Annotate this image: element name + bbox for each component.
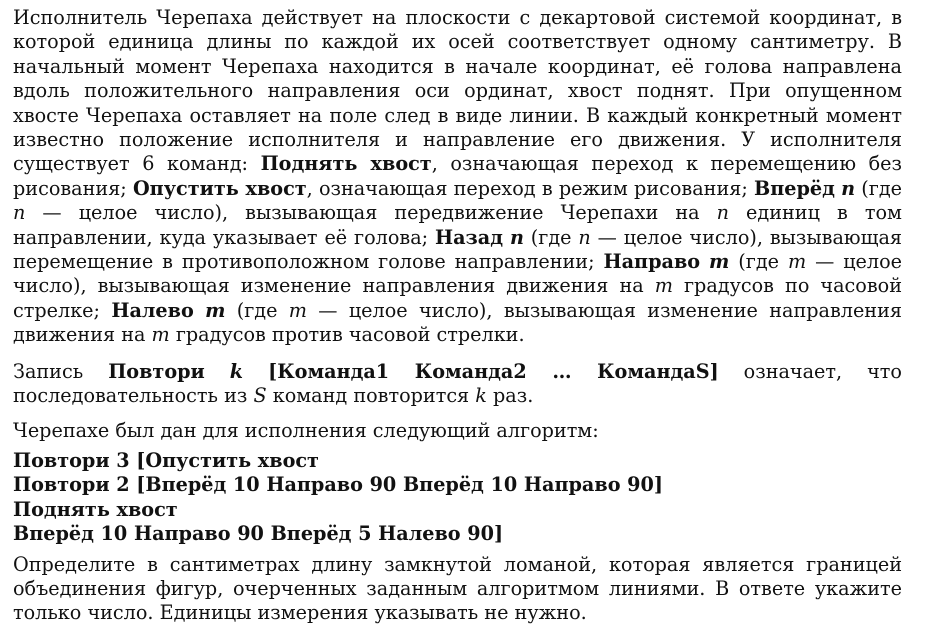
command-repeat: Повтори <box>108 359 205 383</box>
intro-text: , означающая переход в режим рисования; <box>306 176 755 200</box>
variable-n: n <box>841 176 856 200</box>
algorithm-line: Вперёд 10 Направо 90 Вперёд 5 Налево 90] <box>13 522 504 546</box>
command-right: Направо <box>603 250 701 274</box>
variable-m: m <box>151 323 170 347</box>
command-forward: Вперёд <box>754 176 835 200</box>
intro-text: (где <box>729 250 788 274</box>
intro-text: единиц в том направлении, куда указывает её голова; <box>13 201 902 249</box>
algorithm-line: Повтори 2 [Вперёд 10 Направо 90 Вперёд 10 Направо 90] <box>13 473 663 497</box>
intro-text: — целое число), вызывающая передвижение Черепахи на <box>25 201 717 225</box>
repeat-note-paragraph <box>13 360 902 409</box>
intro-text: , означающая переход к перемещению без рисования; <box>13 152 902 200</box>
repeat-note-text: команд повторится <box>266 384 476 408</box>
intro-text: — целое число), вызывающая изменение направления движения на <box>13 298 902 347</box>
intro-text: — целое число), вызывающая перемещение в противоположном голове направлении; <box>13 225 902 274</box>
intro-text: (где <box>523 225 579 249</box>
variable-m: m <box>709 250 730 274</box>
command-list: [Команда1 Команда2 … КомандаS] <box>268 359 719 383</box>
intro-paragraph <box>13 6 902 348</box>
variable-m: m <box>787 250 807 274</box>
intro-text: Исполнитель Черепаха действует на плоскости с декартовой системой координат, в которой единица длины по каждой их осей соответствует одному сантиметру. В начальный момент Черепаха находится в начале координат, её голова направлена вдоль положительного направления оси ординат, хвост поднят. При опущенном хвосте Черепаха оставляет на поле след в виде линии. В каждый конкретный момент известно положение исполнителя и направление его движения. У исполнителя существует 6 команд: <box>13 6 902 176</box>
variable-n: n <box>578 225 591 249</box>
intro-text: (где <box>225 298 289 322</box>
variable-m: m <box>205 298 226 322</box>
algorithm-line: Поднять хвост <box>13 497 178 521</box>
repeat-note-text: Запись <box>13 359 109 383</box>
variable-n: n <box>13 201 26 225</box>
variable-s: S <box>253 384 267 408</box>
command-lower-tail: Опустить хвост <box>132 176 307 200</box>
intro-text: (где <box>855 176 903 200</box>
intro-text: градусов против часовой стрелки. <box>169 323 525 347</box>
command-raise-tail: Поднять хвост <box>260 152 432 176</box>
question-paragraph: Определите в сантиметрах длину замкнутой ломаной, которая является границей объединения фигур, очерченных заданным алгоритмом линиями. В ответе укажите только число. Единицы измерения указывать не нужно. <box>13 552 902 625</box>
intro-text: — целое число), вызывающая изменение направления движения на <box>13 250 902 298</box>
variable-n: n <box>509 225 524 249</box>
variable-m: m <box>654 274 673 298</box>
variable-m: m <box>288 298 307 322</box>
variable-n: n <box>716 201 729 225</box>
repeat-note-text: раз. <box>486 384 534 408</box>
algorithm-block <box>13 449 902 547</box>
algorithm-line: Повтори 3 [Опустить хвост <box>13 448 319 472</box>
algorithm-intro: Черепахе был дан для исполнения следующий алгоритм: <box>13 418 599 442</box>
command-left: Налево <box>111 298 194 322</box>
variable-k: k <box>229 359 244 383</box>
command-back: Назад <box>435 225 504 249</box>
variable-k: k <box>475 384 487 408</box>
intro-text: градусов по часовой стрелке; <box>13 274 902 322</box>
repeat-note-text: означает, что последовательность из <box>13 359 902 408</box>
task-page <box>13 6 902 626</box>
